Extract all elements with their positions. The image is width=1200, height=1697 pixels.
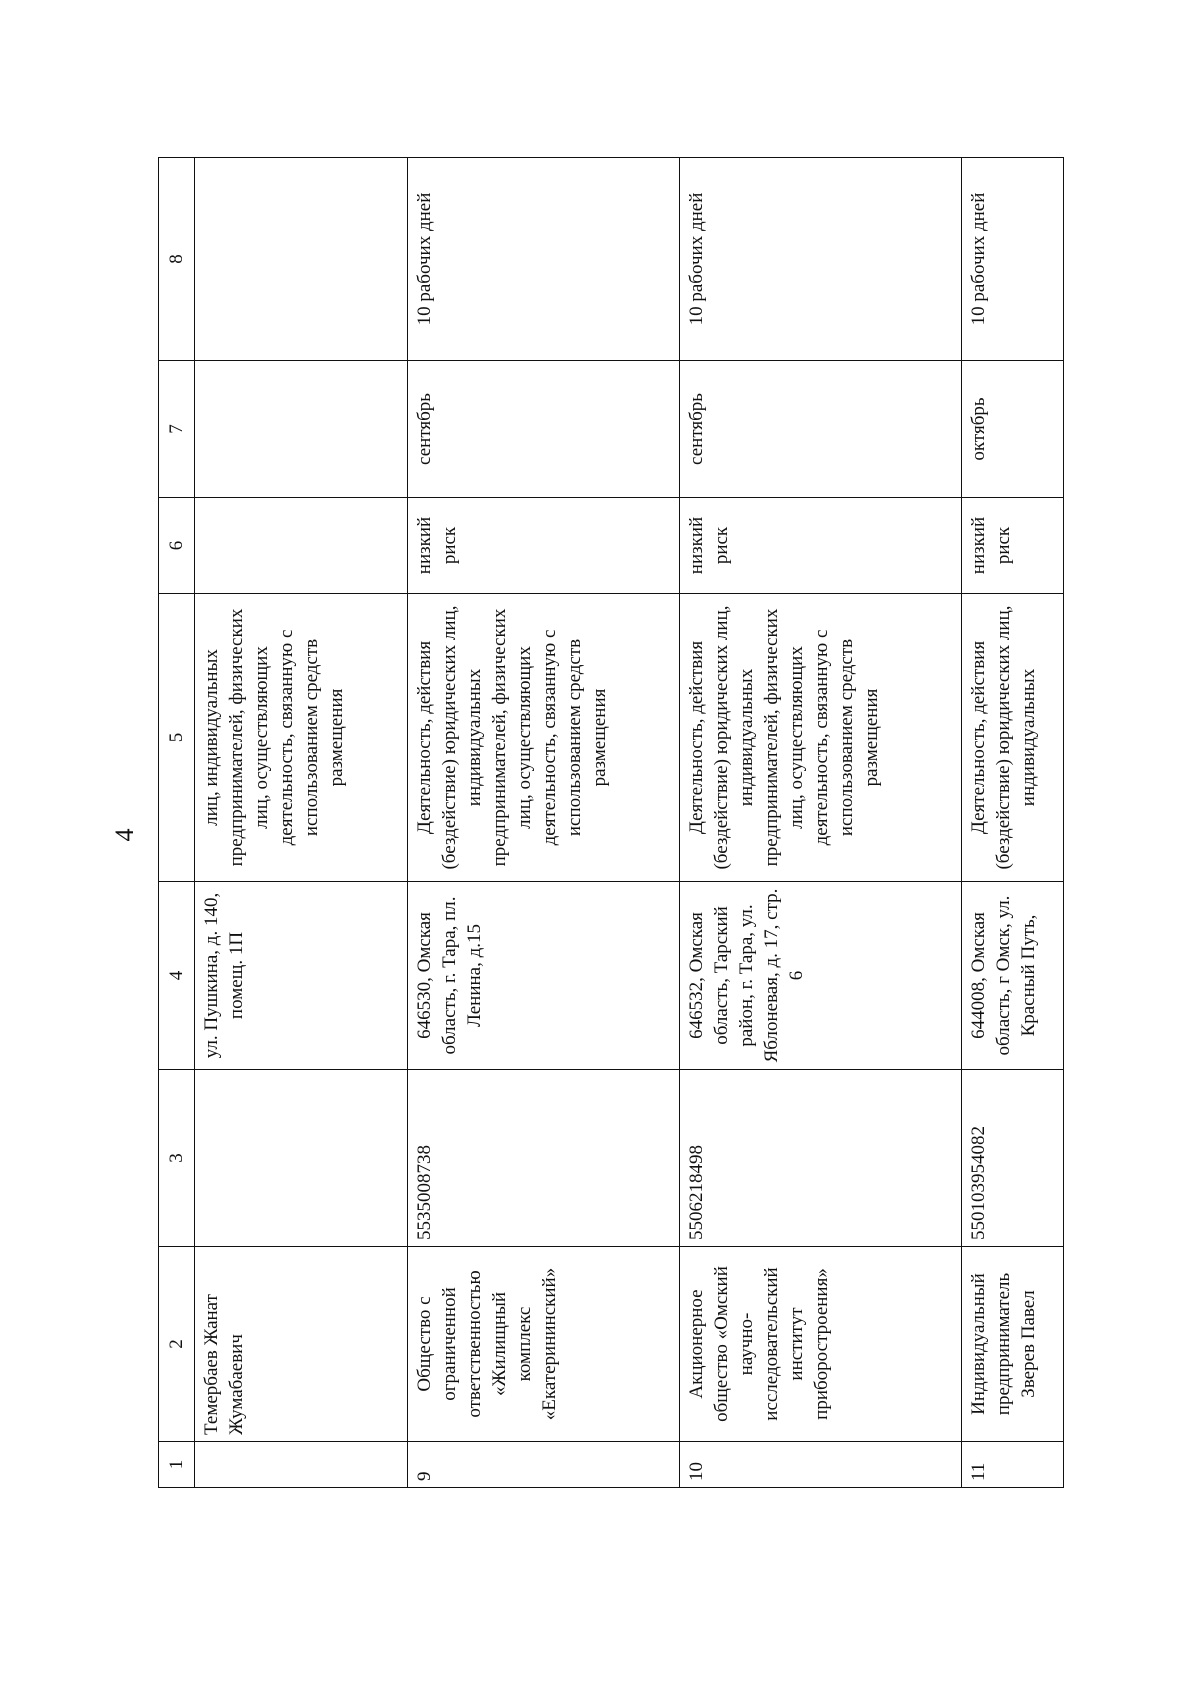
header-cell: 2 bbox=[159, 1247, 195, 1442]
activity: Деятельность, действия (бездействие) юридических лиц, индивидуальных предпринимателей, физических лиц, осуществляющих деятельность, связанную с использованием средств размещения bbox=[679, 594, 961, 882]
table-row bbox=[408, 158, 680, 1488]
header-row bbox=[159, 158, 195, 1488]
address: 644008, Омская область, г Омск, ул. Красный Путь, bbox=[961, 882, 1063, 1070]
header-cell: 7 bbox=[159, 361, 195, 498]
inspection-duration: 10 рабочих дней bbox=[961, 158, 1063, 361]
inspection-duration bbox=[195, 158, 408, 361]
inspection-plan-table bbox=[158, 157, 1064, 1488]
organization-name: Акционерное общество «Омский научно-исследовательский институт приборостроения» bbox=[679, 1247, 961, 1442]
header-cell: 5 bbox=[159, 594, 195, 882]
inspection-duration: 10 рабочих дней bbox=[679, 158, 961, 361]
inspection-month: сентябрь bbox=[408, 361, 680, 498]
address: 646530, Омская область, г. Тара, пл. Ленина, д.15 bbox=[408, 882, 680, 1070]
organization-name: Темербаев Жанат Жумабаевич bbox=[195, 1247, 408, 1442]
header-cell: 8 bbox=[159, 158, 195, 361]
risk-category: низкий риск bbox=[679, 498, 961, 594]
table-row bbox=[679, 158, 961, 1488]
header-cell: 3 bbox=[159, 1070, 195, 1247]
header-cell: 4 bbox=[159, 882, 195, 1070]
inspection-month bbox=[195, 361, 408, 498]
risk-category: низкий риск bbox=[961, 498, 1063, 594]
address: 646532, Омская область, Тарский район, г. Тара, ул. Яблоневая, д. 17, стр. 6 bbox=[679, 882, 961, 1070]
activity: лиц, индивидуальных предпринимателей, физических лиц, осуществляющих деятельность, связанную с использованием средств размещения bbox=[195, 594, 408, 882]
row-number bbox=[195, 1442, 408, 1488]
inspection-plan-table-wrapper bbox=[158, 158, 1064, 1488]
risk-category bbox=[195, 498, 408, 594]
organization-name: Индивидуальный предприниматель Зверев Павел bbox=[961, 1247, 1063, 1442]
header-cell: 1 bbox=[159, 1442, 195, 1488]
table-row bbox=[961, 158, 1063, 1488]
inspection-month: сентябрь bbox=[679, 361, 961, 498]
inspection-duration: 10 рабочих дней bbox=[408, 158, 680, 361]
inn: 550103954082 bbox=[961, 1070, 1063, 1247]
page-number: 4 bbox=[110, 828, 139, 842]
inn: 5535008738 bbox=[408, 1070, 680, 1247]
row-number: 11 bbox=[961, 1442, 1063, 1488]
inn: 5506218498 bbox=[679, 1070, 961, 1247]
inn bbox=[195, 1070, 408, 1247]
header-cell: 6 bbox=[159, 498, 195, 594]
organization-name: Общество с ограниченной ответственностью «Жилищный комплекс «Екатерининский» bbox=[408, 1247, 680, 1442]
address: ул. Пушкина, д. 140, помещ. 1П bbox=[195, 882, 408, 1070]
table-row bbox=[195, 158, 408, 1488]
activity: Деятельность, действия (бездействие) юридических лиц, индивидуальных bbox=[961, 594, 1063, 882]
activity: Деятельность, действия (бездействие) юридических лиц, индивидуальных предпринимателей, физических лиц, осуществляющих деятельность, связанную с использованием средств размещения bbox=[408, 594, 680, 882]
inspection-month: октябрь bbox=[961, 361, 1063, 498]
risk-category: низкий риск bbox=[408, 498, 680, 594]
row-number: 9 bbox=[408, 1442, 680, 1488]
row-number: 10 bbox=[679, 1442, 961, 1488]
